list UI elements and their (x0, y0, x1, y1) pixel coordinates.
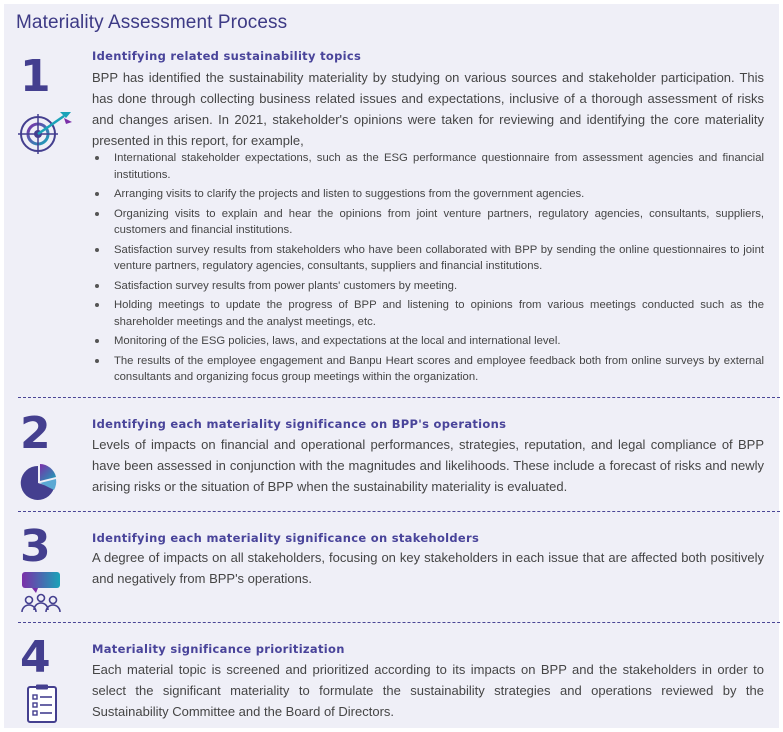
checklist-icon (26, 684, 58, 729)
step-number: 2 (20, 408, 51, 459)
list-item: International stakeholder expectations, such as the ESG performance questionnaire from assessment agencies and financial institutions. (92, 150, 764, 183)
step-heading: Identifying related sustainability topics (92, 49, 362, 63)
list-item: Organizing visits to explain and hear the opinions from joint venture partners, regulatory agencies, consultants, suppliers, customers and financial institutions. (92, 206, 764, 239)
target-icon (16, 108, 74, 163)
list-item: Satisfaction survey results from power plants' customers by meeting. (92, 278, 764, 295)
step-heading: Identifying each materiality significance on BPP's operations (92, 417, 507, 431)
step-body: A degree of impacts on all stakeholders, focusing on key stakeholders in each issue that are affected both positively and negatively from BPP's operations. (92, 550, 764, 586)
list-item: The results of the employee engagement and Banpu Heart scores and employee feedback both from online surveys by external consultants and organizing focus group meetings within the organization. (92, 353, 764, 386)
stakeholders-chat-icon (18, 570, 64, 619)
pie-chart-icon (19, 464, 57, 507)
divider (18, 511, 780, 512)
page-title: Materiality Assessment Process (16, 12, 288, 33)
divider (18, 622, 780, 623)
list-item: Satisfaction survey results from stakeholders who have been collaborated with BPP by sending the online questionnaires to joint venture partners, regulatory agencies, consultants, suppliers and financial institutions. (92, 242, 764, 275)
step-number: 1 (20, 51, 51, 102)
step-heading: Identifying each materiality significance on stakeholders (92, 531, 480, 545)
step-body: Levels of impacts on financial and operational performances, strategies, reputation, and legal compliance of BPP have been assessed in conjunction with the magnitudes and likelihoods. These include a forecast of risks and newly arising risks or the situation of BPP when the sustainability materiality is evaluated. (92, 437, 764, 494)
step-number: 4 (20, 632, 51, 683)
step-body: Each material topic is screened and prioritized according to its impacts on BPP and the stakeholders in order to select the significant materiality to formulate the sustainability strategies and operations reviewed by the Sustainability Committee and the Board of Directors. (92, 662, 764, 719)
step-number: 3 (20, 521, 51, 572)
step-heading: Materiality significance prioritization (92, 642, 345, 656)
list-item: Arranging visits to clarify the projects and listen to suggestions from the government agencies. (92, 186, 764, 203)
list-item: Monitoring of the ESG policies, laws, and expectations at the local and international level. (92, 333, 764, 350)
divider (18, 397, 780, 398)
step-body: BPP has identified the sustainability materiality by studying on various sources and stakeholder participation. This has done through collecting business related issues and expectations, inclusive of a thorough assessment of risks and changes arisen. In 2021, stakeholder's opinions were taken for reviewing and identifying the core materiality presented in this report, for example, (92, 70, 764, 148)
list-item: Holding meetings to update the progress of BPP and listening to opinions from various meetings conducted such as the shareholder meetings and the analyst meetings, etc. (92, 297, 764, 330)
stakeholder-activities-list (92, 150, 764, 389)
